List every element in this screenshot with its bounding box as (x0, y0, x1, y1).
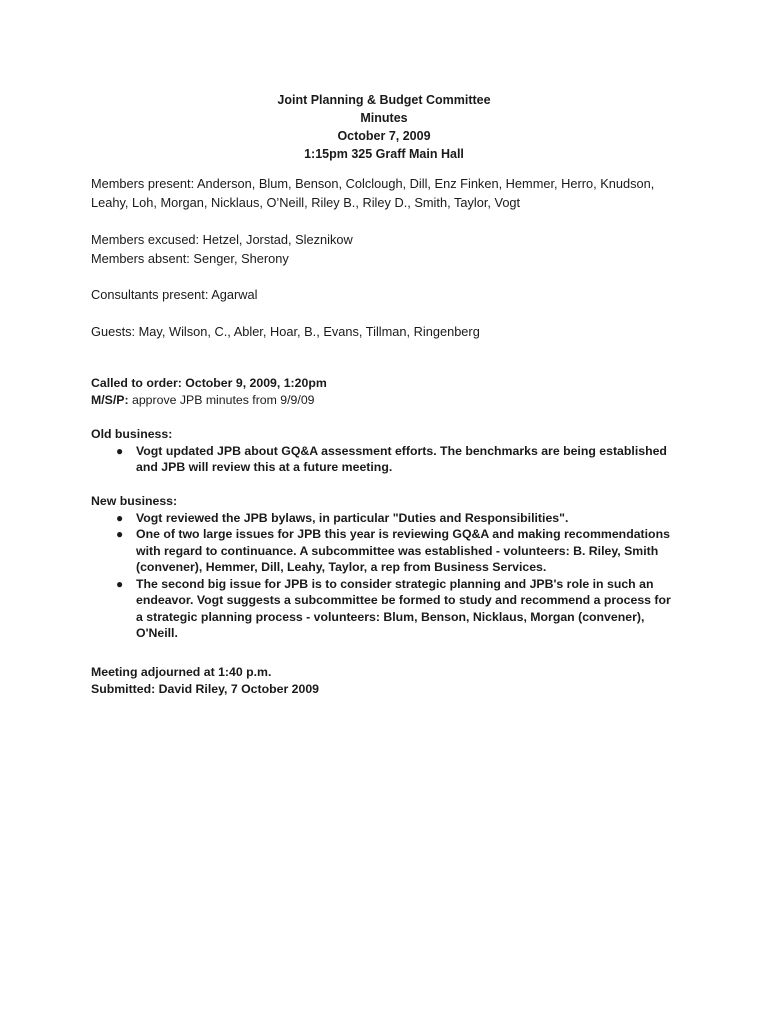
closing-section (91, 664, 691, 697)
bullet-icon: ● (116, 527, 124, 541)
msp-line (91, 392, 691, 409)
old-business-heading: Old business: (91, 427, 173, 441)
adjourned-text: Meeting adjourned at 1:40 p.m. (91, 665, 272, 679)
submitted-text: Submitted: David Riley, 7 October 2009 (91, 681, 320, 696)
committee-title: Joint Planning & Budget Committee (277, 93, 491, 107)
guests-section (91, 323, 691, 342)
bullet-icon: ● (116, 510, 124, 525)
list-item-text: Vogt updated JPB about GQ&A assessment efforts. The benchmarks are being established and JPB will review this at a future meeting. (136, 443, 667, 474)
consultants-section (91, 286, 691, 305)
list-item (91, 443, 671, 476)
motions-section (91, 375, 691, 408)
msp-label: M/S/P: (91, 392, 129, 407)
members-absent-text: Members absent: Senger, Sherony (91, 250, 289, 266)
called-to-order-text: Called to order: October 9, 2009, 1:20pm (91, 376, 327, 390)
old-business-section (91, 426, 691, 476)
document-header (0, 91, 768, 163)
list-item-text: Vogt reviewed the JPB bylaws, in particular "Duties and Responsibilities". (136, 510, 569, 525)
meeting-time-location: 1:15pm 325 Graff Main Hall (304, 147, 464, 161)
msp-text: approve JPB minutes from 9/9/09 (128, 392, 315, 407)
bullet-icon: ● (116, 443, 124, 458)
old-business-list (91, 443, 691, 476)
list-item-text: The second big issue for JPB is to consider strategic planning and JPB's role in such an endeavor. Vogt suggests a subcommittee be formed to study and recommend a process for a strategic planning process - volunteers: Blum, Benson, Nicklaus, Morgan (convener), O'Neill. (136, 576, 671, 640)
list-item-text: One of two large issues for JPB this year is reviewing GQ&A and making recommendations with regard to continuance. A subcommittee was established - volunteers: B. Riley, Smith (convener), Hemmer, Dill, Leahy, Taylor, a rep from Business Services. (136, 527, 670, 574)
list-item (91, 510, 671, 527)
meeting-date: October 7, 2009 (337, 129, 431, 143)
consultants-text: Consultants present: Agarwal (91, 287, 258, 302)
list-item (91, 526, 671, 576)
new-business-heading: New business: (91, 494, 178, 508)
members-excused-absent-section (91, 231, 691, 268)
guests-text: Guests: May, Wilson, C., Abler, Hoar, B., Evans, Tillman, Ringenberg (91, 324, 480, 339)
members-present-section (91, 175, 691, 212)
new-business-section (91, 493, 691, 642)
document-type: Minutes (360, 111, 408, 125)
members-present-text: Members present: Anderson, Blum, Benson, Colclough, Dill, Enz Finken, Hemmer, Herro, Knudson, Leahy, Loh, Morgan, Nicklaus, O’Neill, Riley B., Riley D., Smith, Taylor, Vogt (91, 176, 655, 210)
members-excused-text: Members excused: Hetzel, Jorstad, Sleznikow (91, 232, 353, 247)
list-item (91, 576, 671, 642)
bullet-icon: ● (116, 576, 124, 591)
new-business-list (91, 510, 691, 642)
